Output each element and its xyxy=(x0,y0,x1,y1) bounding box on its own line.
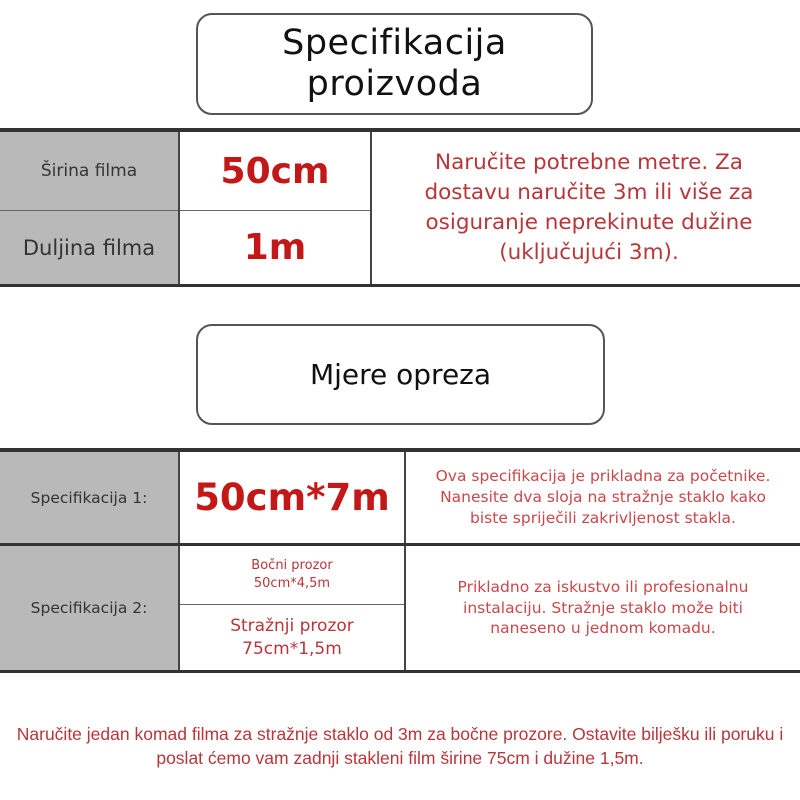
divider xyxy=(0,670,800,673)
product-spec-title-text: Specifikacija proizvoda xyxy=(282,22,507,104)
divider xyxy=(0,284,800,287)
precautions-title-text: Mjere opreza xyxy=(309,358,492,391)
rear-window-size: 75cm*1,5m xyxy=(242,638,342,659)
product-spec-title xyxy=(196,13,593,115)
spec1-value: 50cm*7m xyxy=(194,476,390,519)
spec2-label: Specifikacija 2: xyxy=(30,599,148,617)
spec1-label: Specifikacija 1: xyxy=(30,488,148,507)
spec-label-length: Duljina filma xyxy=(22,235,156,260)
spec1-note: Ova specifikacija je prikladna za početnike. Nanesite dva sloja na stražnje staklo kako biste spriječili zakrivljenost stakla. xyxy=(435,467,771,527)
rear-window-name: Stražnji prozor xyxy=(230,616,354,637)
spec-order-note: Naručite potrebne metre. Za dostavu naručite 3m ili više za osiguranje neprekinute dužine (uključujući 3m). xyxy=(424,149,754,266)
side-window-name: Bočni prozor xyxy=(251,557,333,573)
precautions-title xyxy=(196,324,605,425)
spec2-note: Prikladno za iskustvo ili profesionalnu instalaciju. Stražnje staklo može biti naneseno u jednom komadu. xyxy=(457,577,749,638)
spec-value-width: 50cm xyxy=(220,150,330,192)
spec2-side-window xyxy=(180,546,404,604)
spec2-rear-window xyxy=(180,605,404,670)
side-window-size: 50cm*4,5m xyxy=(253,576,331,591)
column-divider xyxy=(370,132,372,284)
spec-value-length: 1m xyxy=(243,227,307,268)
footer-note: Naručite jedan komad filma za stražnje staklo od 3m za bočne prozore. Ostavite bilješku ili poruku i poslat ćemo vam zadnji stakleni film širine 75cm i dužine 1,5m. xyxy=(16,724,784,768)
spec-label-width: Širina filma xyxy=(40,161,138,181)
